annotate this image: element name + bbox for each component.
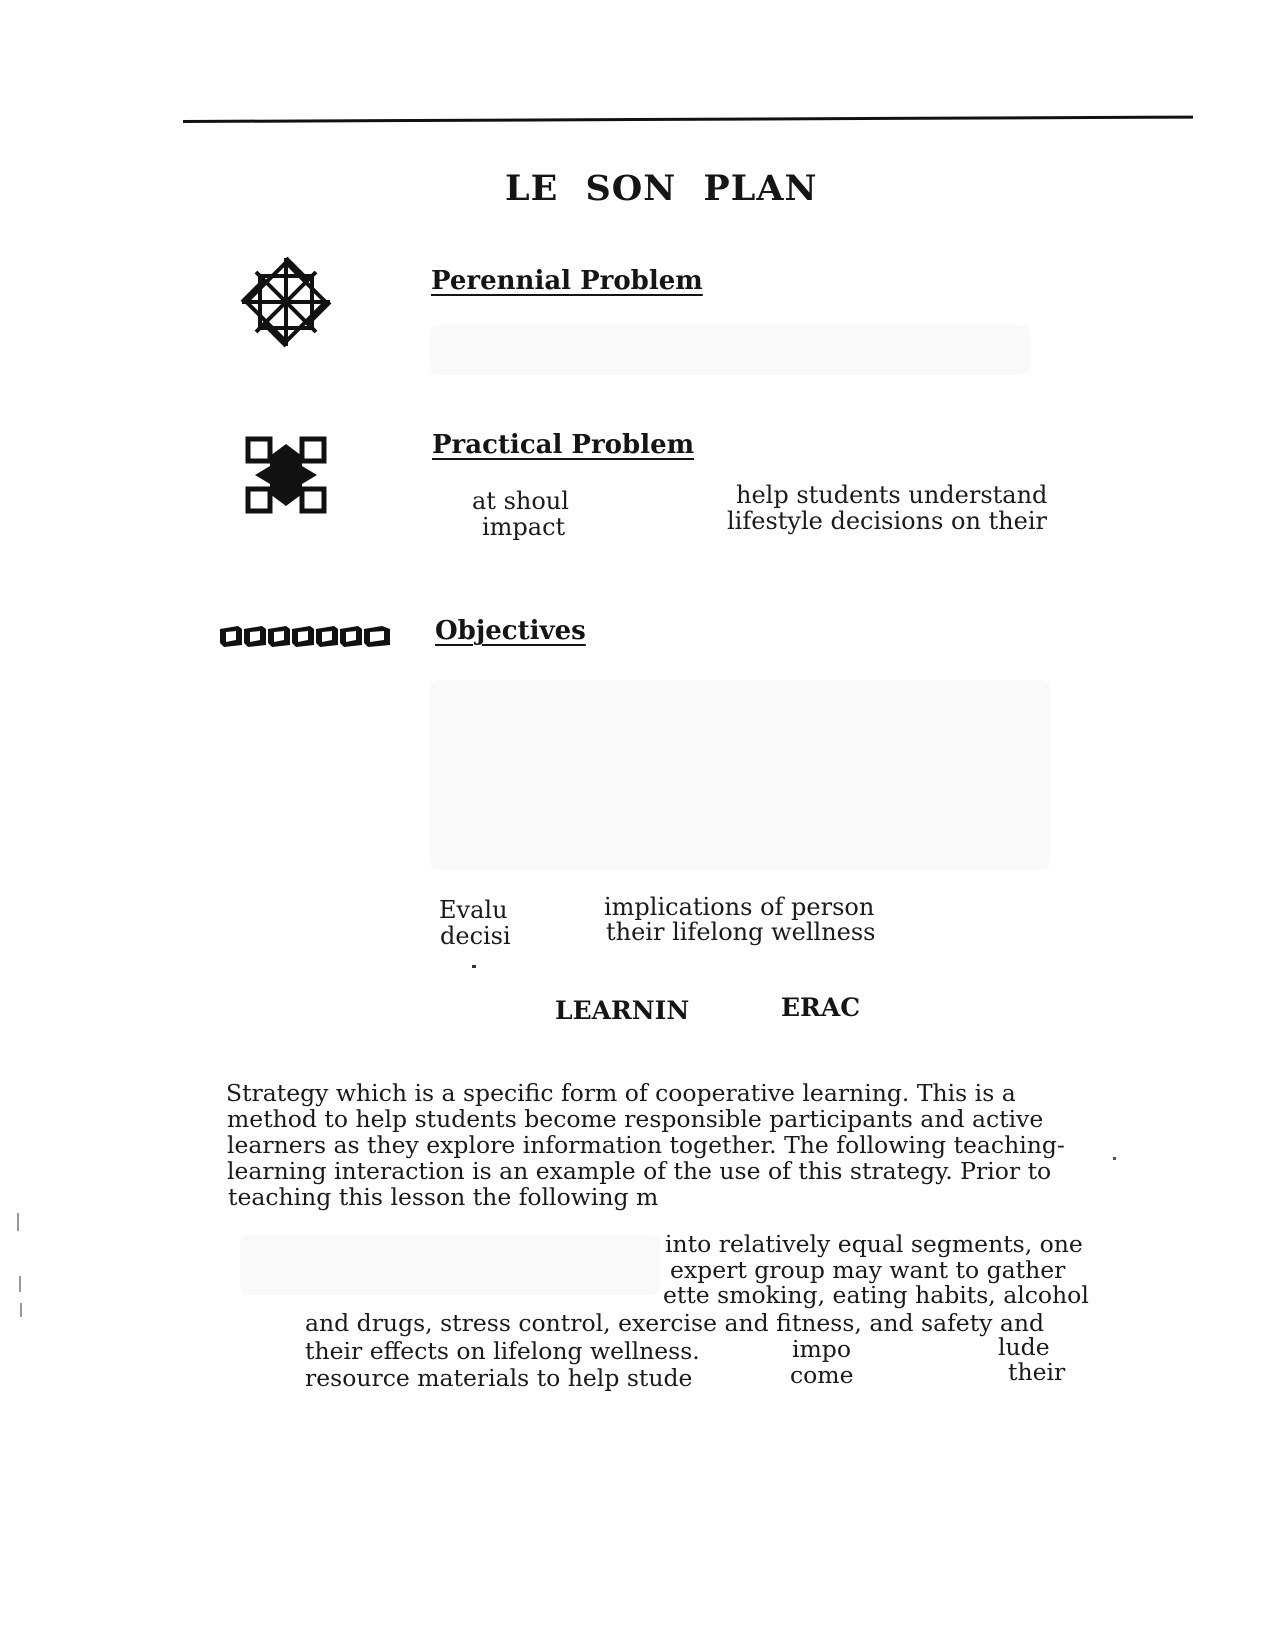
objectives-fragment-right-2: their lifelong wellness bbox=[606, 918, 876, 946]
scan-speck bbox=[19, 1276, 21, 1292]
chain-border-icon bbox=[218, 623, 394, 649]
scan-speck bbox=[472, 965, 476, 968]
list-fragment: ette smoking, eating habits, alcohol bbox=[663, 1281, 1089, 1309]
scan-speck bbox=[1113, 1157, 1116, 1160]
list-fragment: expert group may want to gather bbox=[670, 1256, 1066, 1284]
perennial-problem-heading: Perennial Problem bbox=[431, 266, 703, 296]
list-fragment: their bbox=[1008, 1358, 1066, 1386]
faded-text-area bbox=[240, 1235, 660, 1295]
practical-fragment-left-1: at shoul bbox=[472, 487, 569, 515]
practical-fragment-right-1: help students understand bbox=[736, 481, 1048, 509]
list-line: resource materials to help stude bbox=[305, 1364, 693, 1392]
list-line: their effects on lifelong wellness. bbox=[305, 1337, 700, 1365]
learning-heading-part1: LEARNIN bbox=[555, 996, 690, 1025]
objectives-fragment-left-1: Evalu bbox=[439, 896, 508, 924]
practical-fragment-right-2: lifestyle decisions on their bbox=[727, 507, 1047, 535]
paragraph-line: method to help students become responsible participants and active bbox=[227, 1105, 1044, 1133]
scan-speck bbox=[20, 1303, 22, 1317]
faded-text-area bbox=[430, 325, 1030, 375]
top-rule bbox=[183, 116, 1193, 123]
pinwheel-knot-icon bbox=[236, 252, 336, 352]
paragraph-line: teaching this lesson the following m bbox=[228, 1183, 659, 1211]
faded-text-area bbox=[430, 680, 1050, 870]
list-fragment: impo bbox=[792, 1335, 851, 1363]
practical-fragment-left-2: impact bbox=[482, 513, 566, 541]
practical-problem-heading: Practical Problem bbox=[432, 430, 695, 460]
paragraph-line: Strategy which is a specific form of cooperative learning. This is a bbox=[226, 1079, 1016, 1107]
objectives-fragment-right-1: implications of person bbox=[604, 893, 875, 921]
list-fragment: lude bbox=[998, 1333, 1050, 1361]
paragraph-line: learners as they explore information together. The following teaching- bbox=[227, 1131, 1065, 1159]
list-fragment: into relatively equal segments, one bbox=[665, 1230, 1083, 1258]
list-line: and drugs, stress control, exercise and fitness, and safety and bbox=[305, 1309, 1045, 1337]
cross-squares-icon bbox=[245, 436, 327, 514]
objectives-heading: Objectives bbox=[435, 616, 586, 646]
objectives-fragment-left-2: decisi bbox=[440, 922, 511, 950]
scan-speck bbox=[17, 1213, 19, 1231]
paragraph-line: learning interaction is an example of the use of this strategy. Prior to bbox=[227, 1157, 1052, 1185]
list-fragment: come bbox=[790, 1361, 854, 1389]
page-title: LE SON PLAN bbox=[505, 168, 818, 209]
learning-heading-part2: ERAC bbox=[781, 993, 861, 1022]
